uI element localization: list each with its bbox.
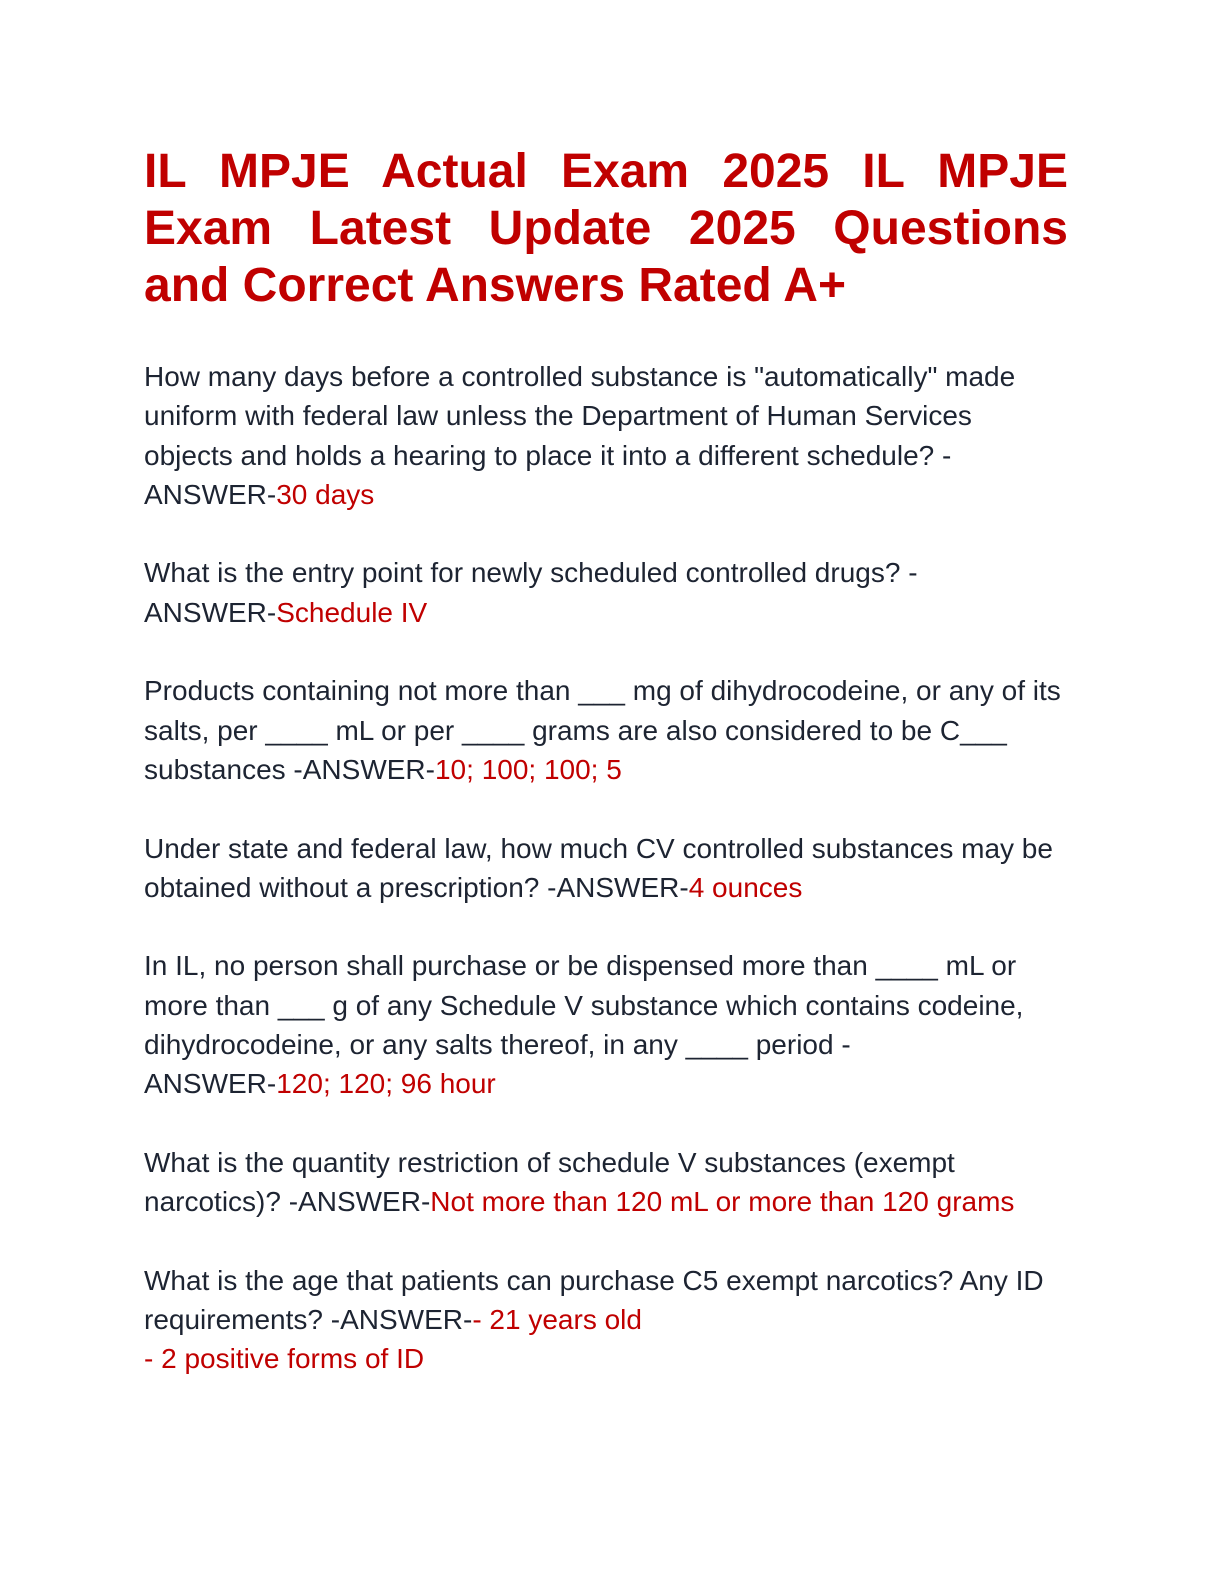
answer-prefix: ANSWER- [144, 478, 277, 510]
answer-text-line2: - 2 positive forms of ID [144, 1343, 425, 1375]
qa-item [144, 1261, 1068, 1379]
answer-text: - 21 years old [472, 1304, 642, 1336]
question-text: Products containing not more than ___ mg of dihydrocodeine, or any of its salts, per ____ mL or per ____ grams are also considered to be C___ substances - [144, 675, 1061, 785]
question-text: Under state and federal law, how much CV controlled substances may be obtained without a prescription? - [144, 832, 1053, 903]
qa-list [144, 357, 1068, 1379]
question-text: In IL, no person shall purchase or be dispensed more than ____ mL or more than ___ g of any Schedule V substance which contains codeine, dihydrocodeine, or any salts thereof, in any ____ period - [144, 950, 1024, 1061]
document-page [144, 143, 1068, 1418]
question-text: What is the age that patients can purchase C5 exempt narcotics? Any ID requirements? - [144, 1264, 1044, 1336]
qa-item [144, 946, 1068, 1103]
answer-text: Not more than 120 mL or more than 120 grams [430, 1186, 1015, 1218]
answer-prefix: ANSWER- [298, 1186, 431, 1218]
qa-item [144, 553, 1068, 632]
qa-item [144, 1143, 1068, 1222]
answer-prefix: ANSWER- [340, 1304, 473, 1336]
answer-text: Schedule IV [276, 596, 428, 628]
question-text: What is the quantity restriction of schedule V substances (exempt narcotics)? - [144, 1146, 955, 1218]
answer-prefix: ANSWER- [302, 753, 435, 785]
answer-prefix: ANSWER- [144, 596, 277, 628]
document-title: IL MPJE Actual Exam 2025 IL MPJE Exam Latest Update 2025 Questions and Correct Answers Rated A+ [144, 145, 1068, 312]
answer-prefix: ANSWER- [556, 871, 689, 903]
question-text: How many days before a controlled substance is "automatically" made uniform with federal law unless the Department of Human Services objects and holds a hearing to place it into a different schedule? - [144, 361, 1016, 471]
answer-text: 120; 120; 96 hour [276, 1068, 496, 1100]
qa-item [144, 671, 1068, 789]
answer-text: 10; 100; 100; 5 [434, 753, 622, 785]
answer-prefix: ANSWER- [144, 1068, 277, 1100]
answer-text: 4 ounces [688, 871, 803, 903]
qa-item [144, 357, 1068, 514]
answer-text: 30 days [276, 478, 375, 510]
qa-item [144, 829, 1068, 908]
question-text: What is the entry point for newly scheduled controlled drugs? - [144, 557, 918, 589]
